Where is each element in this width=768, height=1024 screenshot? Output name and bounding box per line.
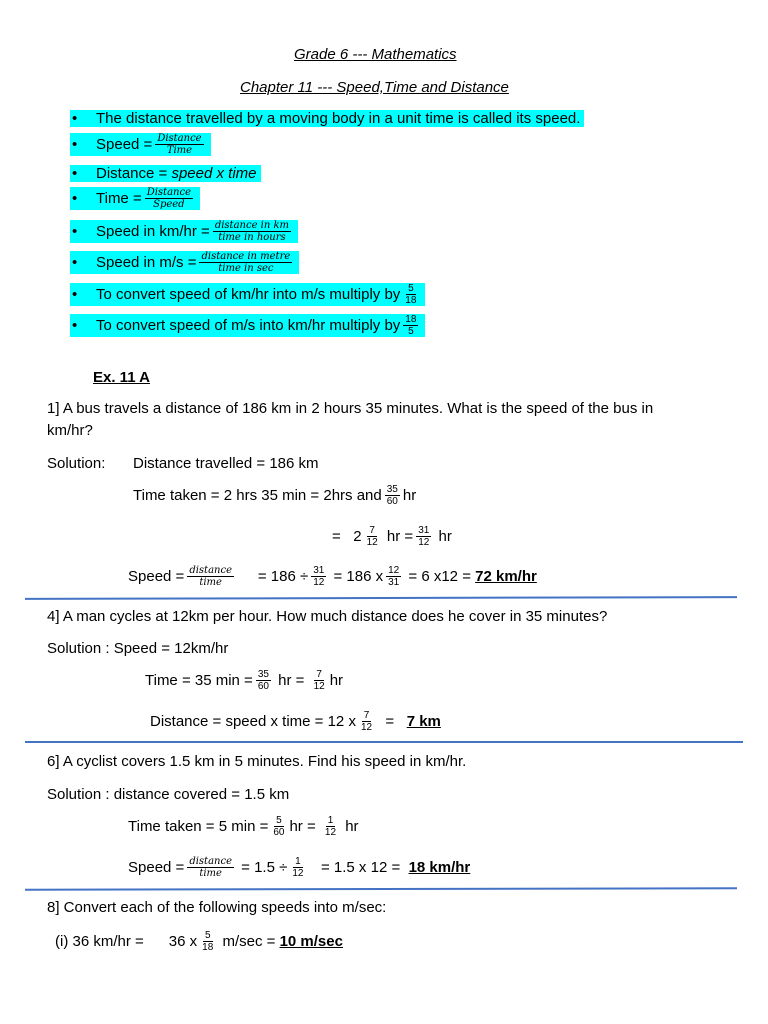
mixed-whole: 2	[353, 528, 362, 545]
note-label: Time =	[96, 190, 142, 207]
fraction	[256, 669, 271, 692]
fraction	[200, 930, 215, 953]
numerator: 1	[327, 815, 334, 826]
equals: =	[385, 713, 395, 730]
denominator: 12	[418, 537, 430, 548]
q4-time	[145, 669, 343, 692]
fraction	[187, 565, 234, 588]
note-speed-ms	[70, 251, 299, 274]
q6-time-text: Time taken = 5 min =	[128, 818, 269, 835]
numerator: 5	[204, 930, 211, 941]
step: = 186 x	[333, 568, 384, 585]
q1-question-line1: 1] A bus travels a distance of 186 km in 2 hours 35 minutes. What is the speed of the bus in	[47, 400, 654, 417]
fraction	[416, 525, 431, 548]
q6-speed-label: Speed =	[128, 859, 185, 876]
fraction	[199, 251, 292, 274]
unit: hr	[345, 818, 359, 835]
note-distance-formula	[70, 165, 261, 182]
q1-time-conversion	[332, 525, 452, 548]
fraction	[187, 856, 234, 879]
bullet-icon: •	[72, 223, 78, 240]
q1-question-line2: km/hr?	[47, 422, 93, 439]
numerator: 12	[388, 565, 400, 576]
denominator: 60	[386, 496, 398, 507]
note-speed-kmhr	[70, 220, 298, 243]
fraction	[312, 669, 327, 692]
unit: hr	[329, 672, 344, 689]
denominator: Time	[166, 145, 193, 156]
q6-solution: Solution : distance covered = 1.5 km	[47, 786, 290, 803]
step: = 186 ÷	[257, 568, 309, 585]
numerator: 5	[276, 815, 282, 826]
fraction	[311, 565, 326, 588]
q8-expr: 36 x	[168, 933, 198, 950]
equals: =	[332, 528, 341, 545]
bullet-icon: •	[72, 286, 78, 303]
fraction	[385, 484, 400, 507]
exercise-title: Ex. 11 A	[93, 369, 150, 386]
q4-distance	[150, 710, 441, 733]
q1-time	[133, 484, 416, 507]
denominator: 31	[388, 577, 400, 588]
note-convert-ms-kmhr	[70, 314, 425, 337]
fraction	[213, 220, 291, 243]
q4-answer: 7 km	[406, 713, 441, 730]
numerator: 35	[257, 669, 269, 680]
denominator: 12	[324, 827, 337, 838]
note-label: To convert speed of m/s into km/hr multiply by	[96, 317, 401, 334]
note-label: To convert speed of km/hr into m/s multiply by	[96, 286, 401, 303]
bullet-icon: •	[72, 136, 78, 153]
denominator: 18	[405, 295, 417, 306]
q8-part-label: (i) 36 km/hr =	[55, 933, 144, 950]
q1-solution-label: Solution:	[47, 455, 106, 472]
note-label: Speed =	[96, 136, 153, 153]
fraction	[323, 815, 338, 838]
step: = 1.5 ÷	[241, 859, 288, 876]
denominator: Speed	[153, 199, 185, 210]
denominator: 12	[313, 577, 325, 588]
numerator: Distance	[157, 133, 202, 144]
denominator: 12	[360, 722, 373, 733]
unit-eq: hr =	[289, 818, 316, 835]
numerator: Distance	[146, 187, 191, 198]
denominator: 5	[408, 326, 414, 337]
q4-solution: Solution : Speed = 12km/hr	[47, 640, 229, 657]
denominator: time in hours	[218, 232, 286, 243]
denominator: time	[199, 577, 222, 588]
q1-answer: 72 km/hr	[475, 568, 537, 585]
numerator: 7	[363, 710, 370, 721]
denominator: 60	[273, 827, 285, 838]
numerator: distance	[189, 565, 232, 576]
numerator: 35	[386, 484, 398, 495]
fraction	[290, 856, 305, 879]
denominator: 60	[257, 681, 269, 692]
q8-part-i	[55, 930, 343, 953]
note-expr: speed x time	[171, 165, 257, 182]
numerator: 18	[405, 314, 417, 325]
separator-line	[25, 741, 743, 743]
q6-question: 6] A cyclist covers 1.5 km in 5 minutes. Find his speed in km/hr.	[47, 753, 467, 770]
note-label: Speed in m/s =	[96, 254, 197, 271]
q8-answer: 10 m/sec	[279, 933, 343, 950]
q6-answer: 18 km/hr	[408, 859, 471, 876]
unit: hr	[438, 528, 452, 545]
numerator: 31	[313, 565, 325, 576]
numerator: distance in metre	[201, 251, 291, 262]
numerator: distance	[189, 856, 232, 867]
note-definition	[70, 110, 584, 127]
numerator: distance in km	[214, 220, 290, 231]
bullet-icon: •	[72, 317, 78, 334]
bullet-icon: •	[72, 254, 78, 271]
numerator: 1	[295, 856, 301, 867]
fraction	[155, 133, 203, 156]
unit-eq: hr =	[278, 672, 305, 689]
unit: hr	[402, 487, 417, 504]
q4-time-text: Time = 35 min =	[145, 672, 253, 689]
fraction	[403, 283, 418, 306]
note-speed-formula	[70, 133, 211, 156]
separator-line	[25, 887, 737, 890]
denominator: 18	[202, 942, 214, 953]
note-time-formula	[70, 187, 200, 210]
q1-speed-calc	[128, 565, 537, 588]
chapter-title: Chapter 11 --- Speed,Time and Distance	[240, 79, 509, 96]
fraction	[145, 187, 193, 210]
denominator: time	[199, 868, 222, 879]
separator-line	[25, 596, 737, 600]
fraction	[386, 565, 401, 588]
q4-distance-text: Distance = speed x time = 12 x	[150, 713, 356, 730]
note-convert-kmhr-ms	[70, 283, 425, 306]
fraction	[271, 815, 286, 838]
q1-distance: Distance travelled = 186 km	[133, 455, 319, 472]
note-label: Distance =	[96, 165, 168, 182]
q6-time	[128, 815, 359, 838]
denominator: 12	[366, 537, 378, 548]
step: = 1.5 x 12 =	[320, 859, 401, 876]
numerator: 7	[369, 525, 375, 536]
fraction	[365, 525, 380, 548]
bullet-icon: •	[72, 110, 78, 127]
bullet-icon: •	[72, 165, 78, 182]
denominator: time in sec	[218, 263, 274, 274]
note-text: The distance travelled by a moving body in a unit time is called its speed.	[96, 110, 581, 127]
q6-speed-calc	[128, 856, 470, 879]
numerator: 7	[316, 669, 322, 680]
fraction	[403, 314, 418, 337]
unit-eq: m/sec =	[222, 933, 276, 950]
fraction	[359, 710, 374, 733]
denominator: 12	[313, 681, 325, 692]
step: = 6 x12 =	[408, 568, 471, 585]
q1-time-text: Time taken = 2 hrs 35 min = 2hrs and	[133, 487, 382, 504]
denominator: 12	[292, 868, 304, 879]
q8-question: 8] Convert each of the following speeds into m/sec:	[47, 899, 387, 916]
bullet-icon: •	[72, 190, 78, 207]
q1-speed-label: Speed =	[128, 568, 185, 585]
numerator: 5	[408, 283, 414, 294]
unit-eq: hr =	[386, 528, 414, 545]
q4-question: 4] A man cycles at 12km per hour. How much distance does he cover in 35 minutes?	[47, 608, 608, 625]
note-label: Speed in km/hr =	[96, 223, 210, 240]
page-title: Grade 6 --- Mathematics	[294, 46, 457, 63]
numerator: 31	[418, 525, 430, 536]
